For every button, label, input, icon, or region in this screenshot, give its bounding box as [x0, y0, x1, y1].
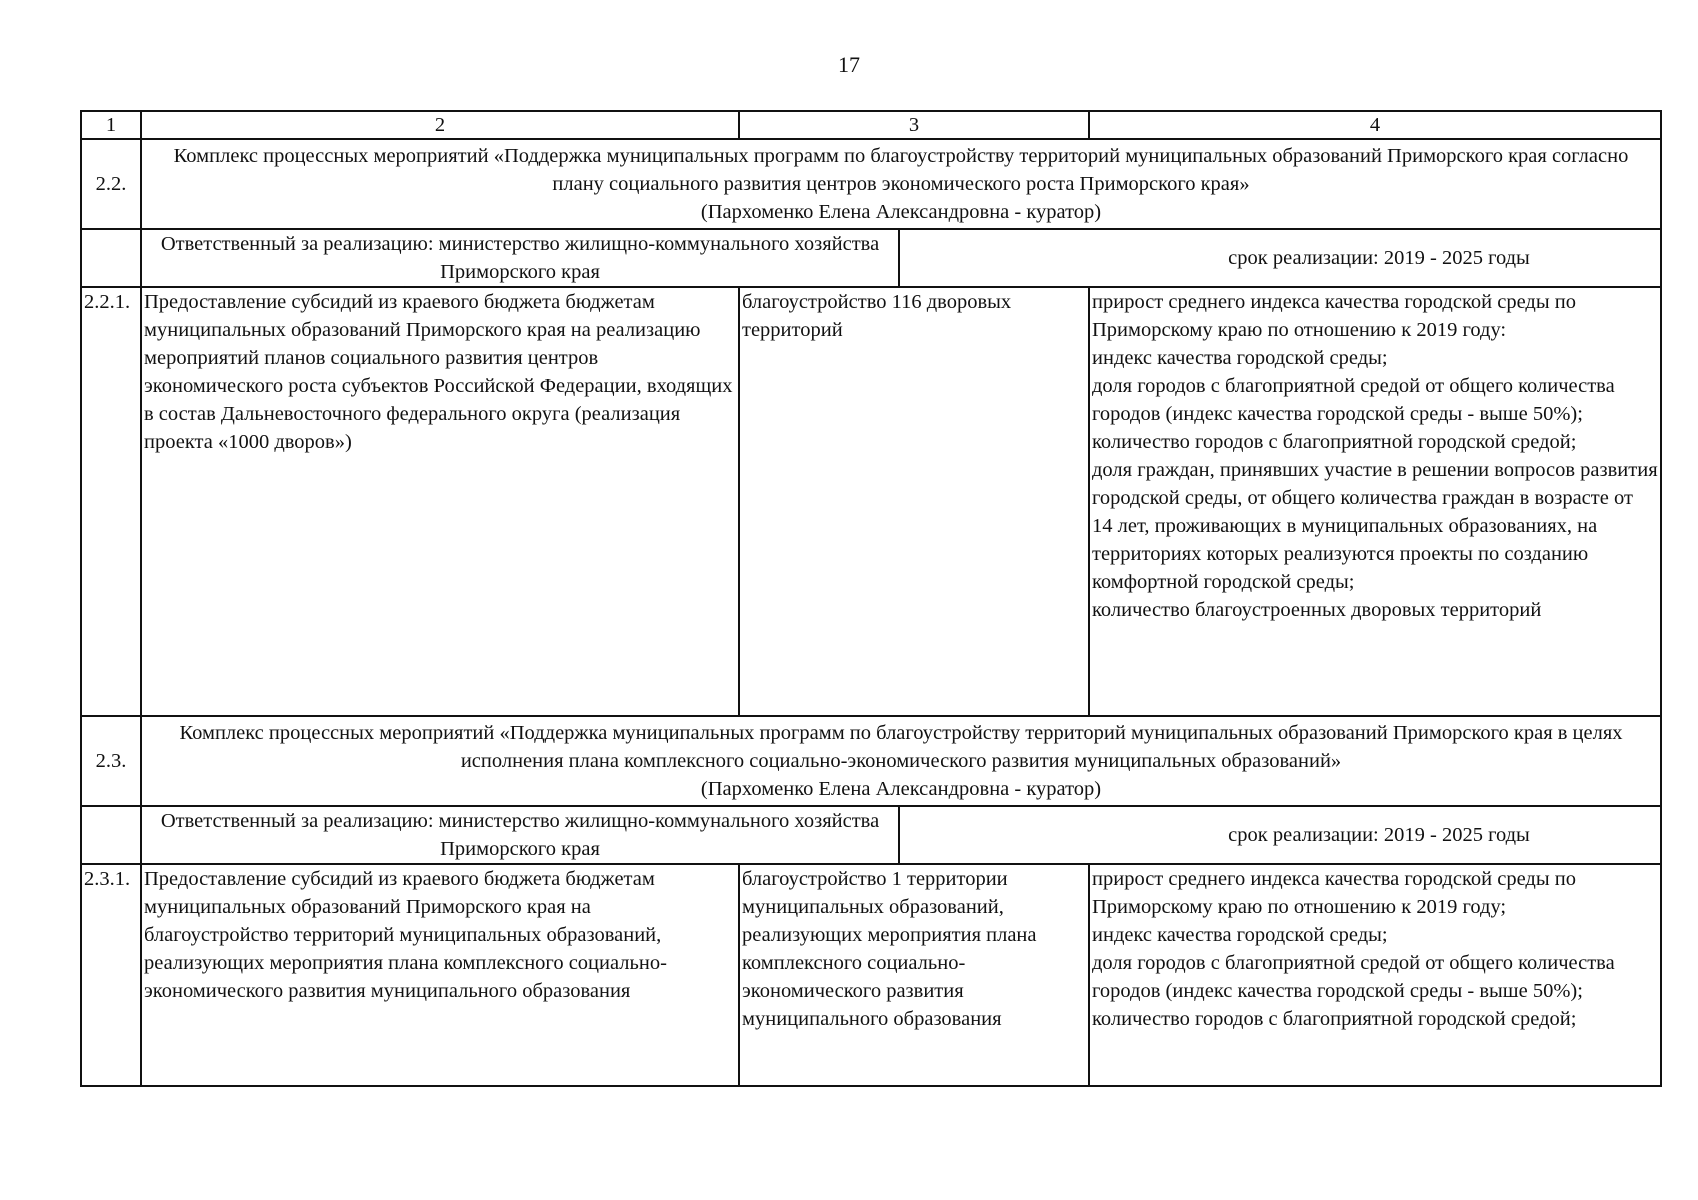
- section-row: [81, 716, 1661, 806]
- section-number: 2.3.: [81, 716, 141, 806]
- header-col-4: 4: [1089, 111, 1661, 139]
- header-col-2: 2: [141, 111, 739, 139]
- responsible-cell: Ответственный за реализацию: министерство жилищно-коммунального хозяйства Приморского края: [141, 806, 899, 864]
- section-curator: (Пархоменко Елена Александровна - куратор): [700, 201, 1102, 223]
- header-col-1: 1: [81, 111, 141, 139]
- section-curator: (Пархоменко Елена Александровна - куратор): [700, 778, 1102, 800]
- responsible-row: [81, 229, 1661, 287]
- item-description: Предоставление субсидий из краевого бюджета бюджетам муниципальных образований Приморского края на благоустройство территорий муниципальных образований, реализующих мероприятия плана комплексного социально-экономического развития муниципального образования: [141, 864, 739, 1086]
- item-description: Предоставление субсидий из краевого бюджета бюджетам муниципальных образований Приморского края на реализацию мероприятий планов социального развития центров экономического роста субъектов Российской Федерации, входящих в состав Дальневосточного федерального округа (реализация проекта «1000 дворов»): [141, 287, 739, 716]
- section-row: [81, 139, 1661, 229]
- term-cell: срок реализации: 2019 - 2025 годы: [899, 806, 1661, 864]
- item-indicators: прирост среднего индекса качества городской среды по Приморскому краю по отношению к 2019 году: индекс качества городской среды; доля городов с благоприятной средой от общего количества городов (индекс качества городской среды - выше 50%); количество городов с благоприятной городской средой; доля граждан, принявших участие в решении вопросов развития городской среды, от общего количества граждан в возрасте от 14 лет, проживающих в муниципальных образованиях, на территориях которых реализуются проекты по созданию комфортной городской среды; количество благоустроенных дворовых территорий: [1089, 287, 1661, 716]
- table-header-row: [81, 111, 1661, 139]
- responsible-row: [81, 806, 1661, 864]
- section-title: Комплекс процессных мероприятий «Поддержка муниципальных программ по благоустройству территорий муниципальных образований Приморского края в целях исполнения плана комплексного социально-экономического развития муниципальных образований»: [179, 722, 1623, 772]
- item-result: благоустройство 116 дворовых территорий: [739, 287, 1089, 716]
- page-number: 17: [838, 52, 860, 77]
- term-cell: срок реализации: 2019 - 2025 годы: [899, 229, 1661, 287]
- empty-cell: [81, 229, 141, 287]
- table-row: [81, 864, 1661, 1086]
- item-number: 2.3.1.: [81, 864, 141, 1086]
- section-number: 2.2.: [81, 139, 141, 229]
- section-title-cell: [141, 716, 1661, 806]
- program-table: [80, 110, 1662, 1087]
- item-indicators: прирост среднего индекса качества городской среды по Приморскому краю по отношению к 2019 году; индекс качества городской среды; доля городов с благоприятной средой от общего количества городов (индекс качества городской среды - выше 50%); количество городов с благоприятной городской средой;: [1089, 864, 1661, 1086]
- header-col-3: 3: [739, 111, 1089, 139]
- responsible-cell: Ответственный за реализацию: министерство жилищно-коммунального хозяйства Приморского края: [141, 229, 899, 287]
- section-title: Комплекс процессных мероприятий «Поддержка муниципальных программ по благоустройству территорий муниципальных образований Приморского края согласно плану социального развития центров экономического роста Приморского края»: [173, 145, 1629, 195]
- item-result: благоустройство 1 территории муниципальных образований, реализующих мероприятия плана комплексного социально-экономического развития муниципального образования: [739, 864, 1089, 1086]
- empty-cell: [81, 806, 141, 864]
- item-number: 2.2.1.: [81, 287, 141, 716]
- section-title-cell: [141, 139, 1661, 229]
- table-row: [81, 287, 1661, 716]
